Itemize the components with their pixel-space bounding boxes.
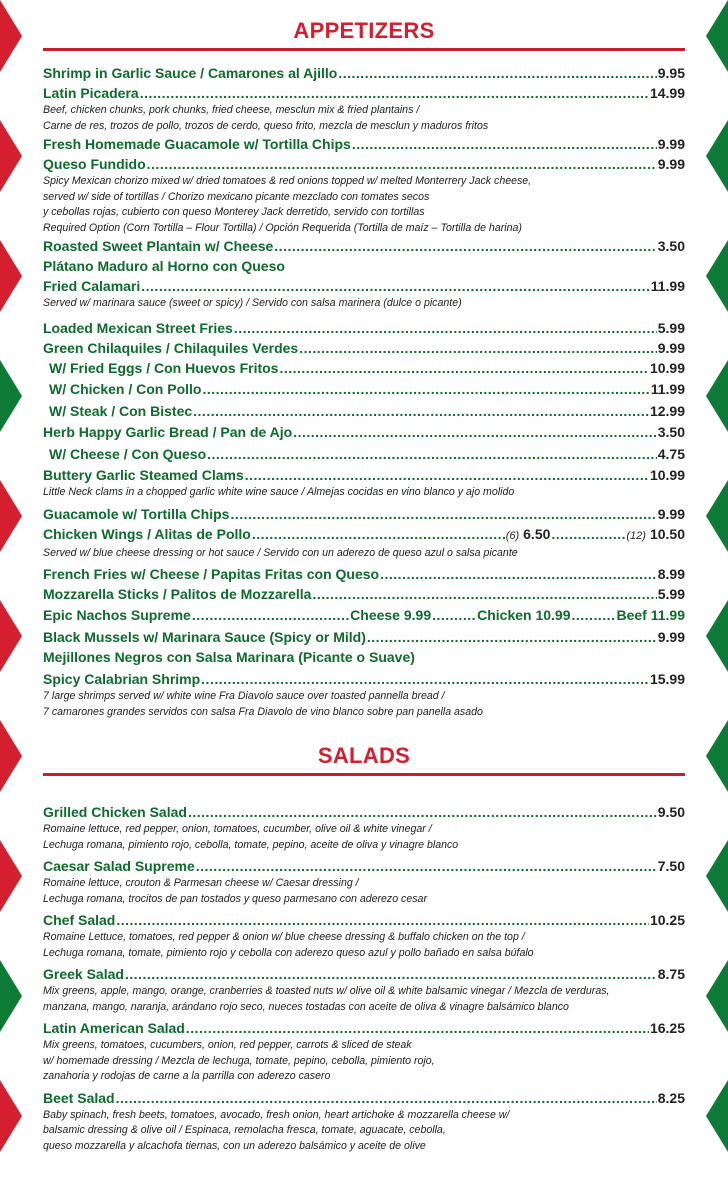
menu-item xyxy=(43,504,685,524)
item-name: Beet Salad xyxy=(43,1089,115,1106)
item-name: Black Mussels w/ Marinara Sauce (Spicy or Mild) xyxy=(43,629,366,645)
item-description: Served w/ marinara sauce (sweet or spicy) / Servido con salsa marinera (dulce o picante) xyxy=(43,297,462,309)
menu-item xyxy=(43,627,685,667)
item-price: 10.25 xyxy=(649,912,685,928)
menu-item-nachos xyxy=(43,605,685,625)
left-edge-triangles xyxy=(0,0,24,1200)
salads-list xyxy=(43,802,685,1154)
item-price: 11.99 xyxy=(650,278,685,294)
item-description: Served w/ blue cheese dressing or hot sauce / Servido con un aderezo de queso azul o salsa picante xyxy=(43,546,518,559)
menu-item-option xyxy=(43,444,685,466)
item-name: Caesar Salad Supreme xyxy=(43,858,195,874)
menu-item xyxy=(43,564,685,584)
item-name: Queso Fundido xyxy=(43,156,146,172)
item-name: Guacamole w/ Tortilla Chips xyxy=(43,505,230,522)
item-name: Latin Picadera xyxy=(43,85,139,101)
item-name: Roasted Sweet Plantain w/ Cheese xyxy=(43,238,274,254)
salads-divider xyxy=(43,773,685,776)
appetizers-list xyxy=(43,63,685,720)
appetizers-divider xyxy=(43,48,685,51)
item-name: W/ Steak / Con Bistec xyxy=(49,402,193,419)
nachos-option-beef: Beef 11.99 xyxy=(616,607,685,623)
item-name: Spicy Calabrian Shrimp xyxy=(43,671,201,687)
item-price: 9.95 xyxy=(657,65,685,81)
item-price: 14.99 xyxy=(649,85,685,101)
item-name: Chef Salad xyxy=(43,912,116,928)
item-price: 9.99 xyxy=(657,339,685,356)
item-price: 6.50 xyxy=(523,525,551,542)
item-price: 10.50 xyxy=(649,525,685,542)
item-name: Shrimp in Garlic Sauce / Camarones al Ajillo xyxy=(43,65,338,81)
item-name: Buttery Garlic Steamed Clams xyxy=(43,467,244,483)
item-name: Loaded Mexican Street Fries xyxy=(43,319,233,336)
item-name: Greek Salad xyxy=(43,966,124,982)
item-price: 10.99 xyxy=(649,467,685,483)
item-price: 7.50 xyxy=(657,858,685,874)
item-name: Latin American Salad xyxy=(43,1020,185,1036)
item-name: Green Chilaquiles / Chilaquiles Verdes xyxy=(43,339,299,356)
size-count: (6) xyxy=(505,529,520,542)
menu-item-option xyxy=(43,401,685,423)
nachos-option-chicken: Chicken 10.99 xyxy=(477,607,571,623)
menu-item xyxy=(43,83,685,134)
menu-item xyxy=(43,422,685,444)
item-price: 4.75 xyxy=(657,445,685,462)
menu-item xyxy=(43,584,685,605)
item-description: Beef, chicken chunks, pork chunks, fried cheese, mesclun mix & fried plantains / Carne de res, trozos de pollo, trozos de cerdo, queso frito, mezcla de mesclun y maduros fritos xyxy=(43,104,489,132)
item-price: 8.25 xyxy=(657,1089,685,1106)
menu-item-option xyxy=(43,358,685,380)
item-price: 8.99 xyxy=(657,566,685,582)
item-name: Fried Calamari xyxy=(43,278,141,294)
item-name: Mozzarella Sticks / Palitos de Mozzarella xyxy=(43,586,312,602)
item-description: Little Neck clams in a chopped garlic white wine sauce / Almejas cocidas en vino blanco y ajo molido xyxy=(43,486,515,498)
item-price: 16.25 xyxy=(649,1020,685,1036)
item-price: 9.99 xyxy=(657,136,685,152)
item-price: 9.99 xyxy=(657,629,685,645)
item-description: Romaine lettuce, red pepper, onion, tomatoes, cucumber, olive oil & white vinegar / Lechuga romana, pimiento rojo, cebolla, tomate, pepino, aceite de oliva y vinagre blanco xyxy=(43,823,459,851)
appetizers-section xyxy=(43,18,685,720)
item-description: 7 large shrimps served w/ white wine Fra Diavolo sauce over toasted pannella bread / 7 camarones grandes servidos con salsa Fra Diavolo de vino blanco sobre pan panella asado xyxy=(43,690,483,718)
item-price: 9.50 xyxy=(657,804,685,820)
menu-item xyxy=(43,154,685,236)
item-price: 3.50 xyxy=(657,424,685,440)
item-description: Mix greens, apple, mango, orange, cranberries & toasted nuts w/ olive oil & white balsamic vinegar / Mezcla de verduras, manzana, mango, naranja, arándano rojo seco, nueces tostadas con aceite de oliva & vinagre balsámico blanco xyxy=(43,985,610,1013)
nachos-option-cheese: Cheese 9.99 xyxy=(350,607,432,623)
menu-item xyxy=(43,276,685,312)
item-name: W/ Chicken / Con Pollo xyxy=(49,381,202,397)
appetizers-title: APPETIZERS xyxy=(293,18,435,43)
item-name: Epic Nachos Supreme xyxy=(43,607,191,623)
item-price: 15.99 xyxy=(649,671,685,687)
item-description: Spicy Mexican chorizo mixed w/ dried tomatoes & red onions topped w/ melted Monterrery Jack cheese, served w/ side of tortillas / Chorizo mexicano picante mezclado con tomates secos y cebollas rojas, cubierto con queso Monterey Jack derretido, servido con tortillas Required Option (Corn Tortilla – Flour Tortilla) / Opción Requerida (Tortilla de maíz – Tortilla de harina) xyxy=(43,175,532,234)
item-name: W/ Fried Eggs / Con Huevos Fritos xyxy=(49,359,279,376)
menu-item xyxy=(43,63,685,83)
item-description: Romaine lettuce, crouton & Parmesan cheese w/ Caesar dressing / Lechuga romana, trocitos de pan tostados y queso parmesano con aderezo cesar xyxy=(43,877,427,905)
menu-item-option xyxy=(43,379,685,401)
item-price: 3.50 xyxy=(657,238,685,254)
item-price: 10.99 xyxy=(649,359,685,376)
item-name-alt: Mejillones Negros con Salsa Marinara (Picante o Suave) xyxy=(43,649,415,665)
menu-item xyxy=(43,1018,685,1085)
menu-item xyxy=(43,338,685,358)
size-count: (12) xyxy=(626,529,646,542)
menu-item xyxy=(43,318,685,338)
menu-item xyxy=(43,465,685,501)
item-name: Grilled Chicken Salad xyxy=(43,804,187,820)
item-name: W/ Cheese / Con Queso xyxy=(49,445,207,462)
item-price: 8.75 xyxy=(657,966,685,982)
item-name: Herb Happy Garlic Bread / Pan de Ajo xyxy=(43,424,293,440)
item-name: Chicken Wings / Alitas de Pollo xyxy=(43,525,251,542)
menu-item xyxy=(43,1088,685,1155)
item-name: Fresh Homemade Guacamole w/ Tortilla Chips xyxy=(43,136,351,152)
item-price: 9.99 xyxy=(657,505,685,522)
item-name: French Fries w/ Cheese / Papitas Fritas con Queso xyxy=(43,566,380,582)
item-description: Romaine Lettuce, tomatoes, red pepper & onion w/ blue cheese dressing & buffalo chicken on the top / Lechuga romana, tomate, pimiento rojo y cebolla con aderezo queso azul y pollo bañado en salsa búfalo xyxy=(43,931,534,959)
menu-item-wings xyxy=(43,524,685,562)
right-edge-triangles xyxy=(704,0,728,1200)
salads-title: SALADS xyxy=(317,743,411,768)
item-name-alt: Plátano Maduro al Horno con Queso xyxy=(43,258,285,274)
menu-item xyxy=(43,669,685,720)
item-description: Baby spinach, fresh beets, tomatoes, avocado, fresh onion, heart artichoke & mozzarella cheese w/ balsamic dressing & olive oil / Espinaca, remolacha fresca, tomate, aguacate, cebolla, queso mozzarella y alcachofa tiernas, con un aderezo balsámico y aceite de olive xyxy=(43,1108,510,1152)
item-description: Mix greens, tomatoes, cucumbers, onion, red pepper, carrots & sliced de steak w/ homemade dressing / Mezcla de lechuga, tomate, pepino, cebolla, pimiento rojo, zanahoria y rodojas de carne a la parrilla con aderezo casero xyxy=(43,1039,435,1082)
menu-item xyxy=(43,134,685,154)
item-price: 9.99 xyxy=(657,156,685,172)
item-price: 12.99 xyxy=(649,402,685,419)
menu-item xyxy=(43,964,685,1015)
menu-item xyxy=(43,856,685,907)
salads-section xyxy=(43,743,685,1154)
menu-item xyxy=(43,236,685,276)
menu-item xyxy=(43,802,685,853)
menu-item xyxy=(43,910,685,961)
item-price: 11.99 xyxy=(650,381,685,397)
item-price: 5.99 xyxy=(657,319,685,336)
item-price: 5.99 xyxy=(657,586,685,602)
